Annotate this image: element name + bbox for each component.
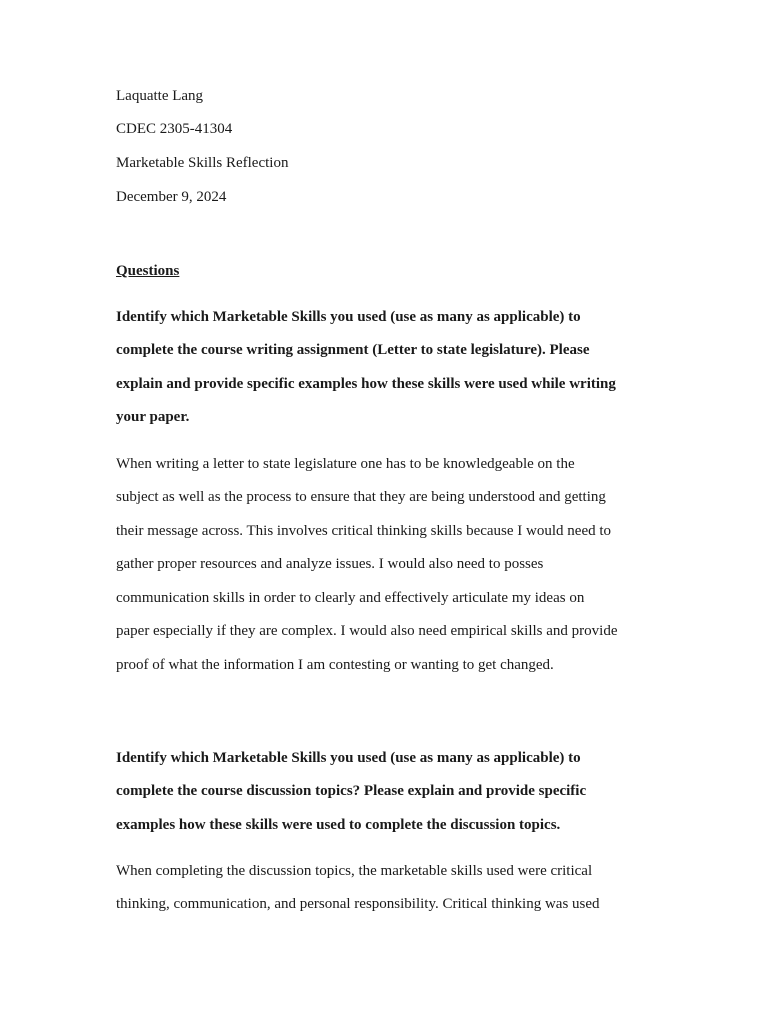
question-2-line: Identify which Marketable Skills you used (use as many as applicable) to <box>116 750 581 766</box>
answer-1-line: their message across. This involves critical thinking skills because I would need to <box>116 523 612 539</box>
answer-1-line: proof of what the information I am contesting or wanting to get changed. <box>116 657 554 673</box>
question-2-line: complete the course discussion topics? Please explain and provide specific <box>116 783 587 799</box>
answer-1-line: When writing a letter to state legislature one has to be knowledgeable on the <box>116 456 575 472</box>
document-date: December 9, 2024 <box>116 189 227 205</box>
answer-2-line: thinking, communication, and personal responsibility. Critical thinking was used <box>116 896 600 912</box>
question-1-line: your paper. <box>116 409 190 425</box>
question-2-line: examples how these skills were used to complete the discussion topics. <box>116 817 561 833</box>
section-heading: Questions <box>116 263 180 279</box>
answer-1-line: paper especially if they are complex. I would also need empirical skills and provide <box>116 623 618 639</box>
question-1-line: explain and provide specific examples how these skills were used while writing <box>116 376 616 392</box>
course-code: CDEC 2305-41304 <box>116 121 233 137</box>
answer-1-line: communication skills in order to clearly and effectively articulate my ideas on <box>116 590 585 606</box>
answer-2-line: When completing the discussion topics, the marketable skills used were critical <box>116 863 593 879</box>
document-title: Marketable Skills Reflection <box>116 155 289 171</box>
author-name: Laquatte Lang <box>116 88 204 104</box>
question-1-line: Identify which Marketable Skills you used (use as many as applicable) to <box>116 309 581 325</box>
answer-1-line: subject as well as the process to ensure that they are being understood and getting <box>116 489 606 505</box>
question-1-line: complete the course writing assignment (Letter to state legislature). Please <box>116 342 590 358</box>
answer-1-line: gather proper resources and analyze issues. I would also need to posses <box>116 556 544 572</box>
